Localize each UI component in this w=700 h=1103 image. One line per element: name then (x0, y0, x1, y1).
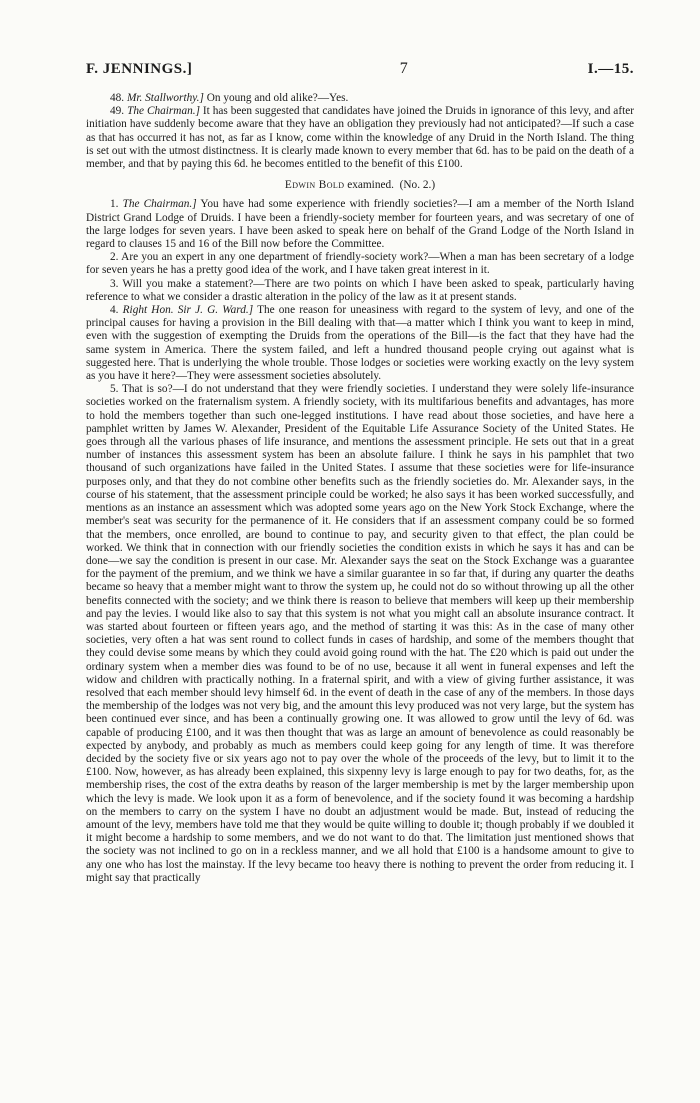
paragraph-number: 2. (110, 251, 119, 264)
paragraph-text: That is so?—I do not understand that they were friendly societies. I understand they were solely life-insurance societies worked on the fraternalism system. A friendly society, with its multifarious benefits and advantages, has more to hold the members together than such one-legged institutions. I have read about those societies, and have here a pamphlet written by James W. Alexander, President of the Equitable Life Assurance Society of the United States. He goes through all the various phases of life insurance, and mentions the assessment principle. He sets out that in a great number of instances this assessment system has been an absolute failure. I think he says in his pamphlet that two thousand of such organizations have failed in the United States. I assume that these societies were for life-insurance purposes only, and that they do not combine other benefits such as the friendly societies do. Mr. Alexander says, in the course of his statement, that the assessment principle could be worked; he also says it has been worked successfully, and mentions as an instance an assessment which was adopted some years ago on the New York Stock Exchange, where the member's seat was security for the permanence of it. He considers that if an assessment company could be so formed that the members, once enrolled, are bound to continue to pay, and security given to that effect, the plan could be worked. We think that in connection with our friendly societies the condition exists in which he says it has and can be done—we say the condition is present in our case. Mr. Alexander says the seat on the Stock Exchange was a guarantee for the payment of the premium, and we think we have a similar guarantee in so far that, if during any quarter the deaths became so heavy that a member might want to throw the system up, he could not do so without throwing up all the other benefits connected with the society; and we think there is reason to believe that members will keep up their membership and pay the levies. I would like also to say that this system is not what you might call an absolute insurance contract. It was started about fourteen or fifteen years ago, and the method of starting it was this: As in the case of many other societies, very often a hat was sent round to collect funds in cases of hardship, and some of the members thought that they could devise some means by which they could avoid going round with the hat. The £20 which is paid out under the ordinary system when a member dies was found to be of no use, because it all went in funeral expenses and left the widow and children with practically nothing. In a fraternal spirit, and with a view of giving further assistance, it was resolved that each member should levy himself 6d. in the event of death in the case of any of the members. In those days the membership of the lodges was not very big, and the amount this levy produced was not very large, but the system has been continued ever since, and has been a continually growing one. It was allowed to grow until the levy of 6d. was capable of producing £100, and it was then thought that was as large an amount of benevolence as could reasonably be expected by anybody, and probably as much as members could keep going for any length of time. It was therefore decided by the society five or six years ago not to pay over the whole of the proceeds of the levy, but to limit it to the £100. Now, however, as has already been explained, this sixpenny levy is large enough to pay for two deaths, for, as the membership rises, the cost of the extra deaths by reason of the larger membership is met by the larger membership upon which the levy is made. We look upon it as a form of benevolence, and if the society found it was becoming a hardship on the members to carry on the system I have no doubt an adjustment would be made. But, instead of reducing the amount of the levy, members have told me that they would be quite willing to double it; though probably if we doubled it it might become a hardship to some members, and we do not want to do that. The limitation just mentioned shows that the society was not inclined to go on in a reckless manner, and we all hold that £100 is a handsome amount to give to any one who has lost the mainstay. If the levy became too heavy there is nothing to prevent the order from reducing it. I might say that practically (86, 383, 635, 884)
paragraph-49 (86, 105, 634, 171)
witness-number: (No. 2.) (399, 179, 436, 192)
speaker: The Chairman.] (127, 105, 200, 118)
speaker: Mr. Stallworthy.] (126, 92, 204, 104)
witness-name: Edwin Bold (284, 179, 345, 192)
speaker: The Chairman.] (122, 198, 197, 211)
witness-label: examined. (347, 179, 394, 192)
paragraph-number: 49. (110, 105, 125, 118)
paragraph-48 (86, 92, 634, 105)
paragraph-number: 1. (110, 198, 119, 211)
paragraph-5 (86, 383, 634, 885)
running-header (86, 60, 634, 78)
paragraph-number: 4. (110, 304, 119, 317)
paragraph-3 (86, 278, 634, 304)
paragraph-text: Will you make a statement?—There are two points on which I have been asked to speak, particularly having reference to what we consider a drastic alteration in the policy of the law as it at present stands. (86, 277, 634, 303)
paragraph-text: On young and old alike?—Yes. (206, 92, 349, 104)
paragraph-text: You have had some experience with friendly societies?—I am a member of the North Island District Grand Lodge of Druids. I have been a friendly-society member for fourteen years, and was secretary of one of the large lodges for seven years. I have been asked to speak here on behalf of the Grand Lodge of the North Island in regard to clauses 15 and 16 of the Bill now before the Committee. (86, 198, 635, 251)
paragraph-number: 5. (110, 383, 119, 396)
page-number: 7 (399, 60, 409, 77)
paragraph-number: 48. (110, 92, 125, 104)
paragraph-1 (86, 198, 634, 251)
paragraph-number: 3. (110, 277, 119, 290)
header-witness: F. JENNINGS.] (86, 61, 193, 77)
paragraph-text: Are you an expert in any one department of friendly-society work?—When a man has been secretary of a lodge for seven years he has a pretty good idea of the work, and I have taken great interest in it. (86, 251, 634, 277)
transcript-body (86, 92, 634, 885)
paper-reference: I.—15. (587, 61, 634, 77)
paragraph-4 (86, 304, 634, 383)
speaker: Right Hon. Sir J. G. Ward.] (122, 304, 254, 317)
paragraph-text: The one reason for uneasiness with regard to the system of levy, and one of the principal causes for having a provision in the Bill dealing with that—a matter which I think you want to keep in mind, even with the suggestion of exempting the Druids from the operations of the Bill—is the fact that they have had the same system in America. There the system failed, and left a hundred thousand people crying out against what is suggested here. That is underlying the whole trouble. Those lodges or societies were working exactly on the levy system as you have it here?—They were assessment societies absolutely. (86, 304, 635, 383)
paragraph-text: It has been suggested that candidates have joined the Druids in ignorance of this levy, and after initiation have suddenly become aware that they have an obligation they previously had not anticipated?—If such a case as that has occurred it has not, as far as I know, come within the knowledge of any Druid in the North Island. The thing is set out with the utmost distinctness. It is clearly made known to every member that 6d. has to be paid on the death of a member, and that by paying this 6d. he becomes entitled to the benefit of this £100. (86, 105, 634, 171)
witness-heading (86, 179, 634, 192)
paragraph-2 (86, 251, 634, 277)
